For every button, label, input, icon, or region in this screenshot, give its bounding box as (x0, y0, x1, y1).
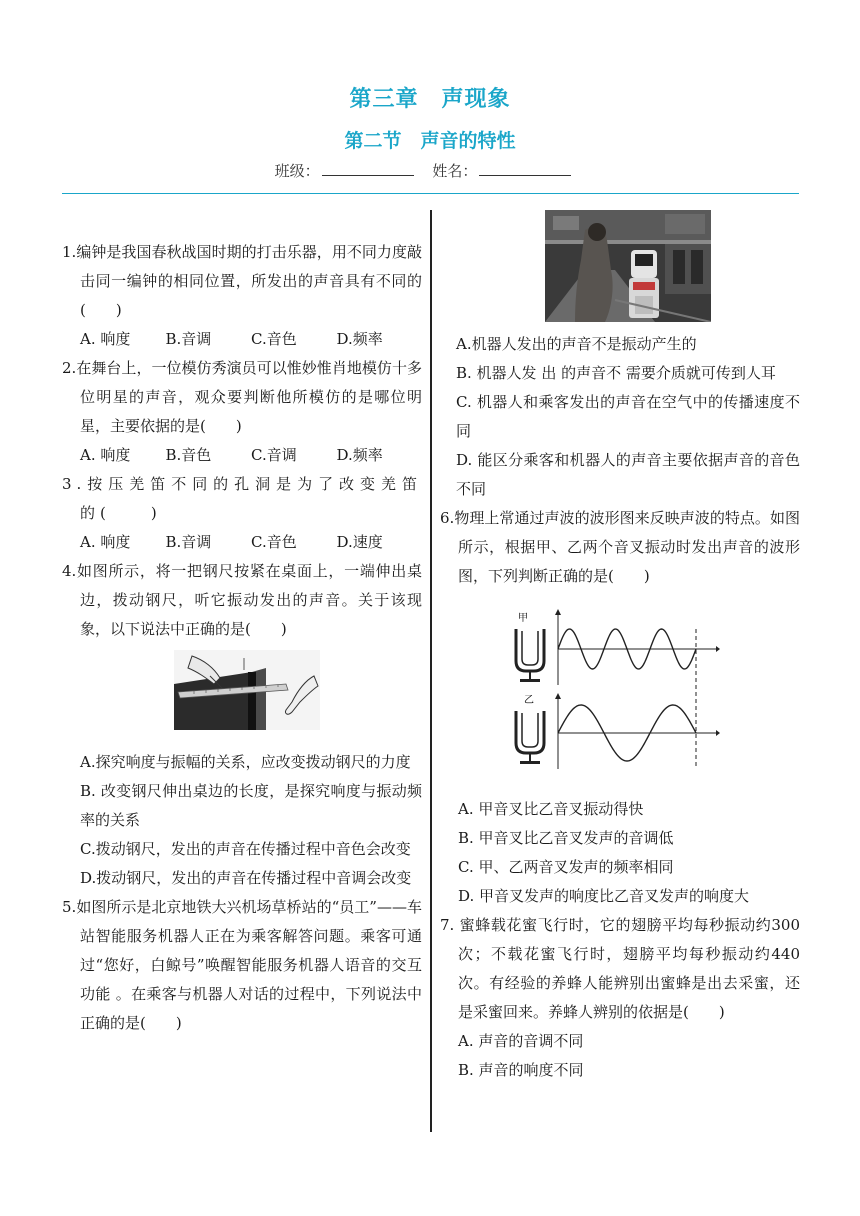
options-row (62, 528, 422, 557)
option[interactable]: D.频率 (336, 446, 383, 464)
option[interactable]: C.音调 (251, 446, 297, 464)
option[interactable]: A. 声音的音调不同 (458, 1032, 584, 1050)
option[interactable]: C. 甲、乙两音叉发声的频率相同 (458, 858, 674, 876)
question-stem: 4.如图所示，将一把钢尺按紧在桌面上，一端伸出桌边，拨动钢尺，听它振动发出的声音。关于该现象，以下说法中正确的是( ) (62, 562, 422, 638)
class-label: 班级： (274, 162, 320, 180)
question-5 (62, 893, 422, 1038)
name-field[interactable] (479, 163, 571, 176)
left-column (62, 238, 422, 1038)
question-stem: 1.编钟是我国春秋战国时期的打击乐器，用不同力度敲击同一编钟的相同位置，所发出的声音具有不同的( ) (62, 243, 422, 319)
option[interactable]: B. 甲音叉比乙音叉发声的音调低 (458, 829, 674, 847)
question-stem: 3.按压羌笛不同的孔洞是为了改变羌笛的( ) (62, 475, 422, 522)
column-divider (430, 210, 432, 1132)
option[interactable]: D. 甲音叉发声的响度比乙音叉发声的响度大 (458, 887, 750, 905)
question-1 (62, 238, 422, 354)
option[interactable]: C.音色 (251, 330, 297, 348)
student-info (0, 160, 860, 181)
question-7 (440, 911, 800, 1085)
header-rule (62, 193, 799, 194)
option[interactable]: D.拨动钢尺，发出的声音在传播过程中音调会改变 (80, 869, 412, 887)
option[interactable]: A. 甲音叉比乙音叉振动得快 (458, 800, 644, 818)
right-column (440, 330, 800, 1085)
options-row (62, 325, 422, 354)
option[interactable]: D.频率 (336, 330, 383, 348)
robot-photo (545, 210, 711, 322)
option[interactable]: C.音色 (251, 533, 297, 551)
option[interactable]: A. 响度 (80, 533, 131, 551)
question-stem: 2.在舞台上，一位模仿秀演员可以惟妙惟肖地模仿十多位明星的声音，观众要判断他所模仿的是哪位明星，主要依据的是( ) (62, 359, 422, 435)
steel-ruler-photo (174, 650, 320, 730)
question-stem: 5.如图所示是北京地铁大兴机场草桥站的“员工”——车站智能服务机器人正在为乘客解答问题。乘客可通过“您好，白鲸号”唤醒智能服务机器人语音的交互功能 。在乘客与机器人对话的过程中，下列说法中正确的是( ) (62, 898, 422, 1032)
option[interactable]: B.音调 (165, 330, 212, 348)
chapter-title: 第三章 声现象 (349, 87, 511, 112)
option[interactable]: C.拨动钢尺，发出的声音在传播过程中音色会改变 (80, 840, 411, 858)
options-row (62, 441, 422, 470)
option[interactable]: C. 机器人和乘客发出的声音在空气中的传播速度不同 (456, 393, 800, 440)
option[interactable]: B. 声音的响度不同 (458, 1061, 584, 1079)
option[interactable]: B.音调 (165, 533, 212, 551)
section-title: 第二节 声音的特性 (344, 130, 516, 152)
question-stem: 6.物理上常通过声波的波形图来反映声波的特点。如图所示，根据甲、乙两个音叉振动时发出声音的波形图，下列判断正确的是( ) (440, 509, 800, 585)
option[interactable]: B. 改变钢尺伸出桌边的长度，是探究响度与振动频率的关系 (80, 782, 422, 829)
option[interactable]: A. 响度 (80, 330, 131, 348)
option[interactable]: B. 机器人发 出 的声音不 需要介质就可传到人耳 (456, 364, 776, 382)
question-4 (62, 557, 422, 893)
question-5-options (448, 330, 800, 504)
option[interactable]: D. 能区分乘客和机器人的声音主要依据声音的音色不同 (456, 451, 800, 498)
class-field[interactable] (322, 163, 414, 176)
fork-label-top: 甲 (518, 613, 528, 624)
option[interactable]: A. 响度 (80, 446, 131, 464)
question-3 (62, 470, 422, 557)
tuning-fork-waveform-diagram (512, 609, 720, 773)
option[interactable]: D.速度 (336, 533, 383, 551)
question-2 (62, 354, 422, 470)
option[interactable]: B.音色 (165, 446, 212, 464)
name-label: 姓名： (432, 162, 478, 180)
question-stem: 7. 蜜蜂载花蜜飞行时，它的翅膀平均每秒振动约300次；不载花蜜飞行时，翅膀平均每秒振动约440次。有经验的养蜂人能辨别出蜜蜂是出去采蜜，还是采蜜回来。养蜂人辨别的依据是( ) (440, 916, 800, 1021)
question-6 (440, 504, 800, 911)
option[interactable]: A.机器人发出的声音不是振动产生的 (456, 335, 697, 353)
fork-label-bottom: 乙 (524, 695, 534, 706)
option[interactable]: A.探究响度与振幅的关系，应改变拨动钢尺的力度 (80, 753, 411, 771)
